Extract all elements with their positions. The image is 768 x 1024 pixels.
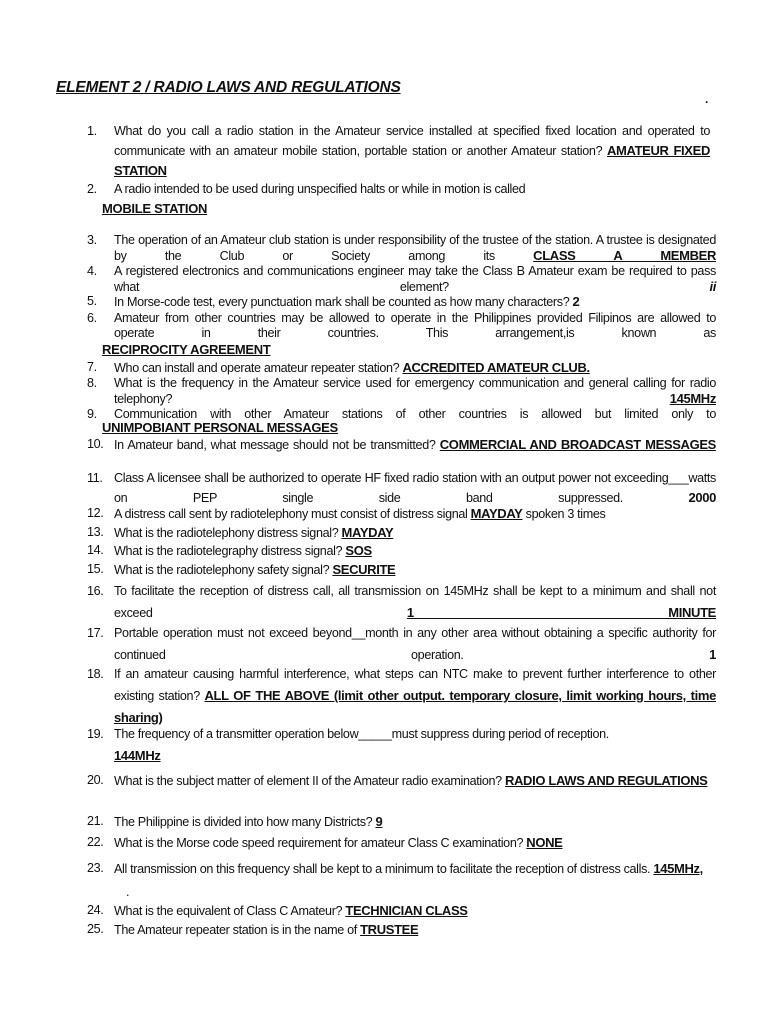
answer: 1 MINUTE bbox=[406, 605, 717, 620]
question-19 bbox=[87, 727, 716, 742]
question-text: All transmission on this frequency shall be kept to a minimum to facilitate the reception of distress calls. bbox=[114, 862, 651, 876]
answer: CLASS A MEMBER bbox=[533, 248, 716, 263]
question-number: 16. bbox=[87, 584, 104, 598]
question-10 bbox=[87, 437, 717, 468]
question-23 bbox=[87, 857, 716, 904]
question-text: What is the radiotelephony safety signal? bbox=[114, 563, 330, 577]
question-number: 7. bbox=[87, 360, 97, 374]
question-number: 23. bbox=[87, 861, 104, 875]
answer: AMATEUR FIXED STATION bbox=[114, 143, 710, 178]
answer: MAYDAY bbox=[470, 506, 523, 521]
question-text: Amateur from other countries may be allowed to operate in the Philippines provided Filipinos are allowed to operate in their countries. This arrangement,is known as bbox=[114, 311, 716, 340]
question-number: 8. bbox=[87, 376, 97, 390]
question-2 bbox=[87, 182, 714, 197]
question-text: If an amateur causing harmful interference, what steps can NTC make to prevent further interference to other existing station? bbox=[114, 667, 716, 703]
question-number: 1. bbox=[87, 124, 97, 138]
question-number: 21. bbox=[87, 814, 104, 828]
answer: TECHNICIAN CLASS bbox=[345, 903, 468, 918]
question-text: What is the Morse code speed requirement for amateur Class C examination? bbox=[114, 836, 524, 850]
answer: ACCREDITED AMATEUR CLUB. bbox=[402, 360, 590, 375]
question-number: 18. bbox=[87, 667, 104, 681]
question-text: Communication with other Amateur stations of other countries is allowed but limited only to bbox=[114, 407, 716, 421]
question-number: 17. bbox=[87, 626, 104, 640]
answer: RADIO LAWS AND REGULATIONS bbox=[504, 773, 708, 788]
question-text: What do you call a radio station in the Amateur service installed at specified fixed location and operated to communicate with an amateur mobile station, portable station or another Amateur station? bbox=[114, 124, 710, 158]
corner-mark: . bbox=[705, 92, 709, 106]
question-text: A registered electronics and communications engineer may take the Class B Amateur exam be required to pass what element? bbox=[114, 264, 716, 294]
answer: 2 bbox=[572, 294, 580, 309]
question-13 bbox=[87, 525, 716, 541]
question-text: What is the radiotelephony distress signal? bbox=[114, 526, 339, 540]
question-tail: spoken 3 times bbox=[525, 507, 606, 521]
answer: MAYDAY bbox=[341, 525, 394, 540]
question-text: In Amateur band, what message should not be transmitted? bbox=[114, 438, 436, 452]
answer: SOS bbox=[345, 543, 372, 558]
question-number: 13. bbox=[87, 525, 104, 539]
question-text: Class A licensee shall be authorized to operate HF fixed radio station with an output power not exceeding___watts on PEP single side band suppressed. bbox=[114, 471, 716, 505]
question-text: The Amateur repeater station is in the name of bbox=[114, 923, 357, 937]
question-text: What is the frequency in the Amateur service used for emergency communication and general calling for radio telephony? bbox=[114, 376, 716, 406]
question-22 bbox=[87, 835, 716, 851]
question-number: 3. bbox=[87, 233, 97, 247]
answer: 1 bbox=[709, 647, 716, 662]
question-21 bbox=[87, 814, 716, 830]
question-number: 11. bbox=[87, 471, 103, 485]
question-text: The operation of an Amateur club station is under responsibility of the trustee of the station. A trustee is designated by the Club or Society among its bbox=[114, 233, 716, 263]
question-number: 24. bbox=[87, 903, 104, 917]
question-text: The Philippine is divided into how many Districts? bbox=[114, 815, 373, 829]
question-number: 25. bbox=[87, 922, 104, 936]
question-text: What is the subject matter of element II of the Amateur radio examination? bbox=[114, 774, 502, 788]
question-number: 5. bbox=[87, 294, 97, 308]
answer: RECIPROCITY AGREEMENT bbox=[102, 342, 271, 357]
question-number: 22. bbox=[87, 835, 104, 849]
answer: 9 bbox=[375, 814, 383, 829]
question-tail: . bbox=[126, 885, 130, 899]
question-7 bbox=[87, 360, 716, 376]
question-number: 14. bbox=[87, 543, 104, 557]
question-24 bbox=[87, 903, 716, 919]
question-number: 6. bbox=[87, 311, 97, 325]
question-text: In Morse-code test, every punctuation mark shall be counted as how many characters? bbox=[114, 295, 570, 309]
answer: MOBILE STATION bbox=[102, 201, 208, 216]
answer: 145MHz bbox=[669, 391, 716, 406]
question-14 bbox=[87, 543, 716, 559]
question-15 bbox=[87, 562, 716, 578]
question-20 bbox=[87, 770, 716, 792]
document-title: ELEMENT 2 / RADIO LAWS AND REGULATIONS bbox=[56, 79, 401, 96]
answer: NONE bbox=[526, 835, 563, 850]
question-5 bbox=[87, 294, 716, 310]
question-12 bbox=[87, 506, 716, 522]
answer: ALL OF THE ABOVE (limit other output. temporary closure, limit working hours, time sharing) bbox=[114, 688, 716, 725]
answer: 145MHz, bbox=[653, 861, 703, 876]
question-number: 15. bbox=[87, 562, 104, 576]
answer: TRUSTEE bbox=[360, 922, 419, 937]
question-number: 9. bbox=[87, 407, 97, 421]
question-text: Portable operation must not exceed beyond__month in any other area without obtaining a specific authority for continued operation. bbox=[114, 626, 716, 662]
question-25 bbox=[87, 922, 716, 938]
question-number: 19. bbox=[87, 727, 104, 741]
answer: 144MHz bbox=[114, 748, 161, 763]
question-text: What is the radiotelegraphy distress signal? bbox=[114, 544, 343, 558]
question-number: 12. bbox=[87, 506, 104, 520]
question-text: A radio intended to be used during unspecified halts or while in motion is called bbox=[114, 182, 526, 196]
question-text: The frequency of a transmitter operation below_____must suppress during period of reception. bbox=[114, 727, 609, 741]
answer: SECURITE bbox=[332, 562, 396, 577]
question-number: 20. bbox=[87, 773, 104, 787]
answer: UNIMPOBIANT PERSONAL MESSAGES bbox=[102, 420, 338, 435]
answer: ii bbox=[709, 279, 717, 294]
question-text: To facilitate the reception of distress call, all transmission on 145MHz shall be kept to a minimum and shall not exceed bbox=[114, 584, 716, 620]
question-text: A distress call sent by radiotelephony must consist of distress signal bbox=[114, 507, 468, 521]
answer: COMMERCIAL AND BROADCAST MESSAGES bbox=[439, 437, 717, 452]
question-number: 2. bbox=[87, 182, 97, 196]
question-text: What is the equivalent of Class C Amateur? bbox=[114, 904, 343, 918]
question-text: Who can install and operate amateur repeater station? bbox=[114, 361, 400, 375]
answer: 2000 bbox=[688, 490, 716, 505]
question-number: 4. bbox=[87, 264, 97, 278]
question-number: 10. bbox=[87, 437, 104, 451]
